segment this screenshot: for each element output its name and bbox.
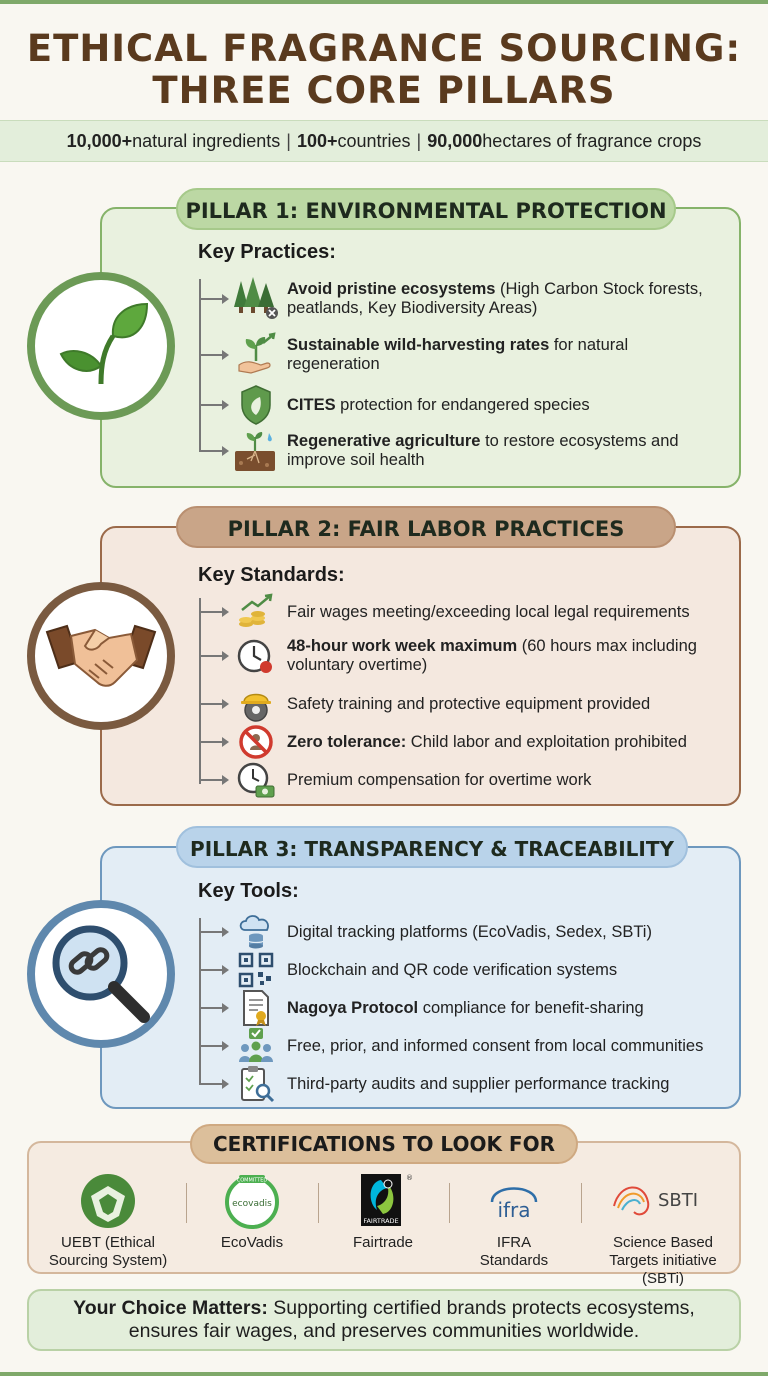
cert-label-line-1: Science Based xyxy=(612,1234,714,1251)
cert-label-line-2: Standards xyxy=(479,1252,549,1269)
page-title xyxy=(0,28,768,112)
magnifier-chain-icon xyxy=(46,919,156,1029)
clock-money-icon xyxy=(233,758,279,802)
list-item xyxy=(199,383,719,427)
shield-leaf-icon xyxy=(233,383,279,427)
pillar-2-badge xyxy=(27,582,175,730)
list-item xyxy=(199,1062,719,1106)
cert-ifra xyxy=(444,1170,584,1270)
coins-growth-icon xyxy=(233,590,279,634)
item-text: Safety training and protective equipment provided xyxy=(287,694,651,713)
list-item xyxy=(199,277,719,321)
item-bold: Nagoya Protocol xyxy=(287,998,419,1017)
list-item xyxy=(199,429,719,473)
stat-ingredients-label: natural ingredients xyxy=(132,130,281,151)
certifications-title: CERTIFICATIONS TO LOOK FOR xyxy=(190,1124,578,1164)
list-item xyxy=(199,758,719,802)
cert-divider xyxy=(581,1183,582,1223)
stats-band xyxy=(0,120,768,162)
item-bold: Avoid pristine ecosystems xyxy=(287,280,496,298)
stat-separator: | xyxy=(286,130,291,151)
cert-fairtrade xyxy=(313,1170,453,1252)
cert-label-line-2: Targets initiative (SBTi) xyxy=(609,1252,717,1287)
item-bold: Regenerative agriculture xyxy=(287,432,481,450)
fairtrade-logo xyxy=(313,1170,453,1232)
pillar-1-section-label: Key Practices: xyxy=(198,241,336,263)
item-bold: CITES xyxy=(287,395,336,414)
item-text: Premium compensation for overtime work xyxy=(287,770,592,789)
ifra-logo-text: ifra xyxy=(497,1198,531,1222)
sbti-logo xyxy=(590,1170,736,1232)
stat-countries-label: countries xyxy=(337,130,411,151)
pillar-2-title: PILLAR 2: FAIR LABOR PRACTICES xyxy=(176,506,676,548)
handshake-icon xyxy=(45,616,157,696)
sbti-logo-text: SBTI xyxy=(658,1190,699,1211)
list-item xyxy=(199,634,719,678)
item-text: Blockchain and QR code verification systems xyxy=(287,960,618,979)
leaves-icon xyxy=(51,296,151,396)
ecovadis-logo-text: ecovadis xyxy=(232,1199,272,1209)
cert-ecovadis xyxy=(182,1170,322,1252)
footer-message xyxy=(27,1289,741,1351)
pillar-3-section-label: Key Tools: xyxy=(198,880,299,902)
cert-label-line-1: UEBT (Ethical xyxy=(61,1234,155,1251)
stat-countries-value: 100+ xyxy=(296,130,338,151)
item-text: compliance for benefit-sharing xyxy=(418,998,644,1017)
stat-hectares-value: 90,000 xyxy=(427,130,483,151)
fairtrade-logo-text: FAIRTRADE xyxy=(363,1217,399,1225)
pillar-3-panel xyxy=(100,846,741,1109)
list-item xyxy=(199,333,719,377)
title-line-2: THREE CORE PILLARS xyxy=(152,69,616,112)
pillar-1-title: PILLAR 1: ENVIRONMENTAL PROTECTION xyxy=(176,188,676,230)
uebt-logo xyxy=(38,1170,178,1232)
stat-ingredients-value: 10,000+ xyxy=(66,130,133,151)
footer-text: Supporting certified brands protects ecosystems, ensures fair wages, and preserves communities worldwide. xyxy=(128,1297,695,1342)
item-bold: Zero tolerance: xyxy=(287,732,407,751)
registered-mark: ® xyxy=(406,1174,413,1182)
top-rule xyxy=(0,0,768,4)
item-text: Digital tracking platforms (EcoVadis, Sedex, SBTi) xyxy=(287,922,652,941)
footer-bold: Your Choice Matters: xyxy=(73,1297,268,1319)
item-text: to restore ecosystems and improve soil health xyxy=(287,432,679,469)
list-item xyxy=(199,590,719,634)
bottom-rule xyxy=(0,1372,768,1376)
pillar-3-badge xyxy=(27,900,175,1048)
cert-label-line-2: Sourcing System) xyxy=(48,1252,168,1269)
cert-label-line-1: IFRA xyxy=(496,1234,532,1251)
stat-hectares-label: hectares of fragrance crops xyxy=(482,130,702,151)
item-text: (60 hours max including voluntary overtime) xyxy=(287,637,697,674)
cert-sbti xyxy=(590,1170,736,1288)
cert-label-line-1: Fairtrade xyxy=(352,1234,414,1251)
item-text: Child labor and exploitation prohibited xyxy=(406,732,687,751)
pillar-1-badge xyxy=(27,272,175,420)
item-text: for natural regeneration xyxy=(287,336,629,373)
forest-icon xyxy=(233,277,279,321)
cert-label-line-1: EcoVadis xyxy=(220,1234,284,1251)
ecovadis-logo xyxy=(182,1170,322,1232)
pillar-2-panel xyxy=(100,526,741,806)
item-text: Third-party audits and supplier performance tracking xyxy=(287,1074,670,1093)
ifra-logo xyxy=(444,1170,584,1232)
cert-uebt xyxy=(38,1170,178,1270)
clipboard-audit-icon xyxy=(233,1062,279,1106)
item-bold: 48-hour work week maximum xyxy=(287,637,518,655)
pillar-1-panel xyxy=(100,207,741,488)
soil-plant-icon xyxy=(233,429,279,473)
item-text: (High Carbon Stock forests, peatlands, Key Biodiversity Areas) xyxy=(287,280,703,317)
ecovadis-logo-top: COMMITTED xyxy=(236,1177,268,1184)
item-bold: Sustainable wild-harvesting rates xyxy=(287,336,550,354)
item-text: Free, prior, and informed consent from local communities xyxy=(287,1036,704,1055)
pillar-2-section-label: Key Standards: xyxy=(198,564,345,586)
pillar-3-title: PILLAR 3: TRANSPARENCY & TRACEABILITY xyxy=(176,826,688,868)
seedling-hand-icon xyxy=(233,333,279,377)
item-text: protection for endangered species xyxy=(335,395,590,414)
item-text: Fair wages meeting/exceeding local legal requirements xyxy=(287,602,690,621)
stat-separator: | xyxy=(416,130,422,151)
clock-icon xyxy=(233,634,279,678)
title-line-1: ETHICAL FRAGRANCE SOURCING: xyxy=(26,27,742,70)
